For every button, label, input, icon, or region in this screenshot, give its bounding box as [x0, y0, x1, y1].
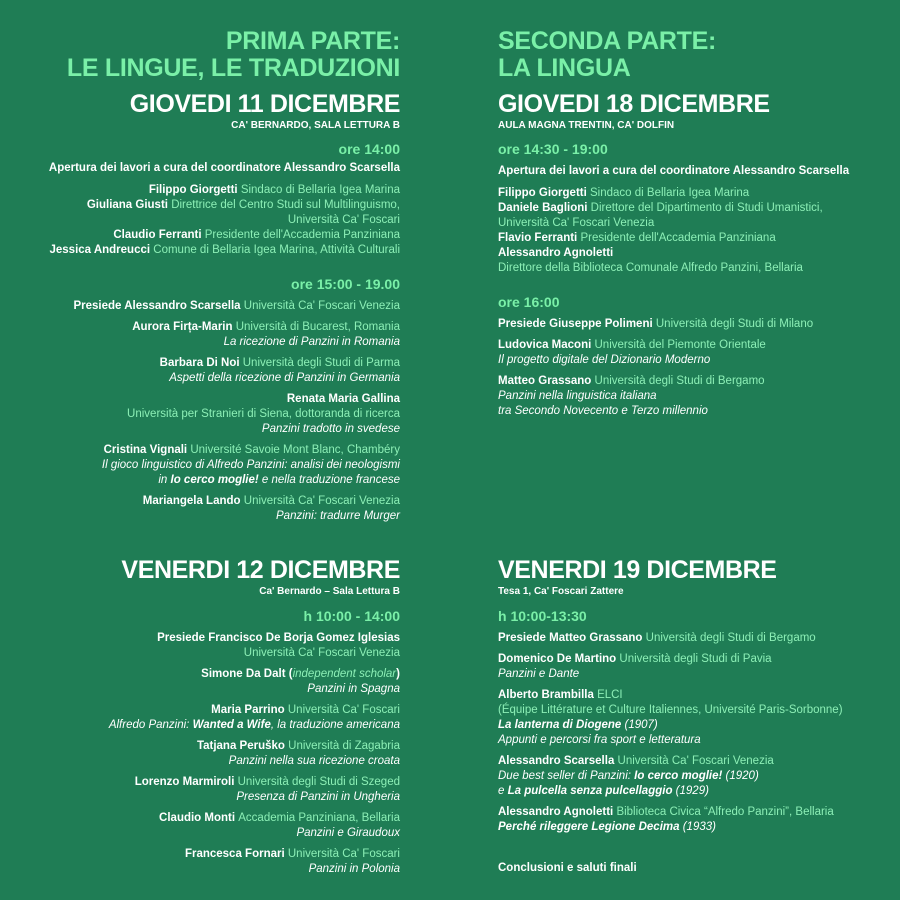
list-item: Francesca Fornari Università Ca' Foscari Panzini in Polonia	[184, 848, 400, 875]
list-item: Alessandro Agnoletti	[498, 247, 614, 259]
opening-text: Apertura dei lavori a cura del coordinatore Alessandro Scarsella	[48, 162, 400, 174]
day-heading: GIOVEDI 11 DICEMBRE	[129, 90, 400, 118]
list-item: Cristina Vignali Université Savoie Mont Blanc, Chambéry Il gioco linguistico di Alfredo Panzini: analisi dei neologismi in Io cerco moglie! e nella traduzione francese	[101, 444, 400, 486]
list-item: Mariangela Lando Università Ca' Foscari Venezia Panzini: tradurre Murger	[142, 495, 400, 522]
list-item: Domenico De Martino Università degli Studi di Pavia Panzini e Dante	[498, 653, 772, 680]
day-heading: GIOVEDI 18 DICEMBRE	[498, 90, 770, 118]
list-item: Presiede Giuseppe Polimeni Università degli Studi di Milano	[498, 318, 814, 330]
list-item: Alessandro Scarsella Università Ca' Foscari Venezia Due best seller di Panzini: Io cerco moglie! (1920) e La pulcella senza pulcellaggio (1929)	[498, 755, 774, 797]
venue: CA' BERNARDO, SALA LETTURA B	[231, 120, 400, 131]
venue: Tesa 1, Ca' Foscari Zattere	[498, 586, 624, 597]
venue: AULA MAGNA TRENTIN, CA' DOLFIN	[498, 120, 675, 131]
list-item: Alberto Brambilla ELCI (Équipe Littérature et Culture Italiennes, Université Paris-Sorbonne) La lanterna di Diogene (1907) Appunti e percorsi fra sport e letteratura	[498, 689, 843, 746]
time-slot: h 10:00-13:30	[498, 608, 587, 624]
list-item: Tatjana Peruško Università di Zagabria Panzini nella sua ricezione croata	[196, 740, 400, 767]
list-item: Daniele Baglioni Direttore del Dipartimento di Studi Umanistici,	[498, 202, 823, 214]
closing-text: Conclusioni e saluti finali	[498, 862, 637, 874]
day-heading: VENERDI 12 DICEMBRE	[121, 556, 400, 584]
time-slot: ore 14:00	[338, 141, 400, 157]
day2-section	[40, 556, 400, 877]
speaker-list: Filippo Giorgetti Sindaco di Bellaria Igea Marina Giuliana Giusti Direttrice del Centro Studi sul Multilinguismo, Università Ca' Foscari Claudio Ferranti Presidente dell'Accademia Panziniana Jessica Andreucci Comune di Bellaria Igea Marina, Attività Culturali	[40, 183, 400, 258]
day4-section	[498, 556, 888, 876]
day-heading: VENERDI 19 DICEMBRE	[498, 556, 777, 584]
list-item: Maria Parrino Università Ca' Foscari Alfredo Panzini: Wanted a Wife, la traduzione americana	[108, 704, 400, 731]
list-item: Simone Da Dalt (independent scholar) Panzini in Spagna	[201, 668, 400, 695]
opening-text: Apertura dei lavori a cura del coordinatore Alessandro Scarsella	[498, 165, 850, 177]
list-item: Presiede Matteo Grassano Università degli Studi di Bergamo	[498, 632, 816, 644]
list-item: Lorenzo Marmiroli Università degli Studi di Szeged Presenza di Panzini in Ungheria	[134, 776, 400, 803]
list-item: Filippo Giorgetti Sindaco di Bellaria Igea Marina	[498, 187, 750, 199]
list-item: Aurora Firța-Marin Università di Bucarest, Romania La ricezione di Panzini in Romania	[132, 321, 400, 348]
list-item: Presiede Alessandro Scarsella Università Ca' Foscari Venezia	[73, 300, 400, 312]
time-slot: ore 14:30 - 19:00	[498, 141, 608, 157]
day3-section	[498, 28, 878, 419]
list-item: Claudio Ferranti Presidente dell'Accademia Panziniana	[113, 229, 400, 241]
part-title-2: SECONDA PARTE: LA LINGUA	[498, 27, 717, 82]
list-item: Alessandro Agnoletti Biblioteca Civica “Alfredo Panzini”, Bellaria Perché rileggere Legione Decima (1933)	[498, 806, 834, 833]
time-slot: ore 15:00 - 19.00	[291, 276, 400, 292]
speaker-list: Filippo Giorgetti Sindaco di Bellaria Igea Marina Daniele Baglioni Direttore del Dipartimento di Studi Umanistici, Università Ca' Foscari Venezia Flavio Ferranti Presidente dell'Accademia Panziniana Alessandro Agnoletti Direttore della Biblioteca Comunale Alfredo Panzini, Bellaria	[498, 186, 878, 276]
list-item: Jessica Andreucci Comune di Bellaria Igea Marina, Attività Culturali	[49, 244, 400, 256]
list-item: Filippo Giorgetti Sindaco di Bellaria Igea Marina	[148, 184, 400, 196]
list-item: Giuliana Giusti Direttrice del Centro Studi sul Multilinguismo,	[86, 199, 400, 211]
part-title-1: PRIMA PARTE: LE LINGUE, LE TRADUZIONI	[66, 27, 400, 82]
list-item: Barbara Di Noi Università degli Studi di Parma Aspetti della ricezione di Panzini in Germania	[159, 357, 400, 384]
day1-section	[40, 28, 400, 524]
time-slot: h 10:00 - 14:00	[303, 608, 400, 624]
list-item: Renata Maria Gallina Università per Stranieri di Siena, dottoranda di ricerca Panzini tradotto in svedese	[127, 393, 400, 435]
list-item: Presiede Francisco De Borja Gomez Iglesias Università Ca' Foscari Venezia	[157, 632, 400, 659]
list-item: Matteo Grassano Università degli Studi di Bergamo Panzini nella linguistica italiana tra Secondo Novecento e Terzo millennio	[498, 375, 765, 417]
time-slot: ore 16:00	[498, 294, 560, 310]
list-item: Ludovica Maconi Università del Piemonte Orientale Il progetto digitale del Dizionario Moderno	[498, 339, 766, 366]
list-item: Flavio Ferranti Presidente dell'Accademia Panziniana	[498, 232, 776, 244]
venue: Ca' Bernardo – Sala Lettura B	[259, 586, 400, 597]
list-item: Claudio Monti Accademia Panziniana, Bellaria Panzini e Giraudoux	[159, 812, 400, 839]
